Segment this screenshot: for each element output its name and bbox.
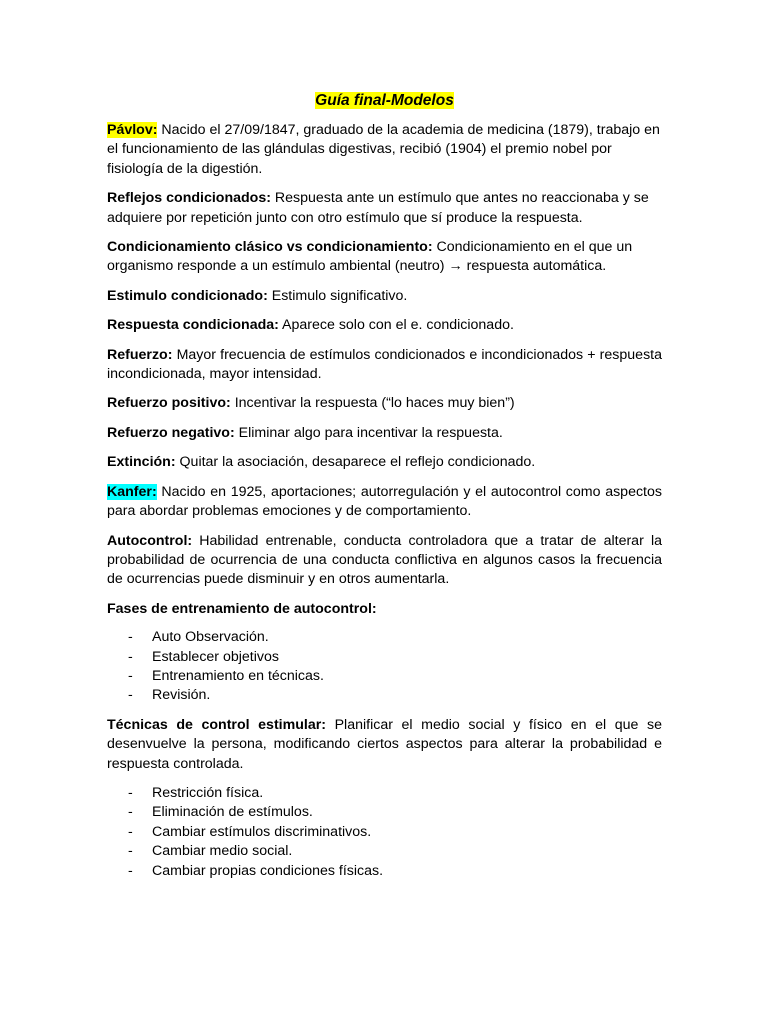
refuerzo-positivo-term: Refuerzo positivo: xyxy=(107,395,231,412)
list-item-text: Revisión. xyxy=(152,687,211,704)
list-item xyxy=(128,667,662,686)
autocontrol-term: Autocontrol: xyxy=(107,532,193,549)
fases-list xyxy=(107,628,662,706)
condicionamiento-text-end: respuesta automática. xyxy=(462,258,607,275)
dash-bullet: - xyxy=(128,687,133,704)
pavlov-text: Nacido el 27/09/1847, graduado de la academia de medicina (1879), trabajo en el funcionamiento de las glándulas digestivas, recibió (1904) el premio nobel por fisiología de la digestión. xyxy=(107,122,660,177)
refuerzo-positivo-paragraph xyxy=(107,394,662,413)
respuesta-term: Respuesta condicionada: xyxy=(107,317,279,334)
arrow-right-icon: → xyxy=(448,258,463,275)
tecnicas-text: Planificar el medio social y físico en el que se desenvuelve la persona, modificando ciertos aspectos para alterar la probabilidad e respuesta controlada. xyxy=(107,716,662,772)
reflejos-paragraph xyxy=(107,189,662,228)
extincion-paragraph xyxy=(107,453,662,472)
fases-heading xyxy=(107,600,662,619)
extincion-text: Quitar la asociación, desaparece el reflejo condicionado. xyxy=(175,454,536,471)
fases-term: Fases de entrenamiento de autocontrol: xyxy=(107,600,377,617)
refuerzo-term: Refuerzo: xyxy=(107,346,173,363)
dash-bullet: - xyxy=(128,843,133,860)
list-item-text: Auto Observación. xyxy=(152,629,269,646)
list-item-text: Cambiar propias condiciones físicas. xyxy=(152,862,384,879)
tecnicas-paragraph xyxy=(107,716,662,774)
condicionamiento-paragraph xyxy=(107,238,662,277)
list-item xyxy=(128,686,662,705)
reflejos-term: Reflejos condicionados: xyxy=(107,190,271,207)
refuerzo-negativo-term: Refuerzo negativo: xyxy=(107,424,235,441)
dash-bullet: - xyxy=(128,629,133,646)
estimulo-paragraph xyxy=(107,287,662,306)
document-title xyxy=(107,91,662,111)
dash-bullet: - xyxy=(128,862,133,879)
kanfer-text: Nacido en 1925, aportaciones; autorregulación y el autocontrol como aspectos para abordar problemas emociones y de comportamiento. xyxy=(107,483,662,520)
dash-bullet: - xyxy=(128,804,133,821)
dash-bullet: - xyxy=(128,667,133,684)
refuerzo-negativo-text: Eliminar algo para incentivar la respuesta. xyxy=(234,424,503,441)
refuerzo-paragraph xyxy=(107,346,662,385)
pavlov-paragraph xyxy=(107,121,662,179)
list-item xyxy=(128,648,662,667)
refuerzo-text: Mayor frecuencia de estímulos condicionados e incondicionados + respuesta incondicionada, mayor intensidad. xyxy=(107,346,662,383)
list-item-text: Cambiar estímulos discriminativos. xyxy=(152,823,372,840)
autocontrol-text: Habilidad entrenable, conducta controladora que a tratar de alterar la probabilidad de ocurrencia de una conducta conflictiva en algunos casos la frecuencia de ocurrencias puede disminuir y en otros aumentarla. xyxy=(107,532,662,588)
list-item-text: Eliminación de estímulos. xyxy=(152,804,313,821)
reflejos-text: Respuesta ante un estímulo que antes no reaccionaba y se adquiere por repetición junto con otro estímulo que sí produce la respuesta. xyxy=(107,190,649,226)
condicionamiento-term: Condicionamiento clásico vs condicionamiento: xyxy=(107,239,433,256)
dash-bullet: - xyxy=(128,648,133,665)
refuerzo-negativo-paragraph xyxy=(107,424,662,443)
list-item-text: Entrenamiento en técnicas. xyxy=(152,667,324,684)
document-page xyxy=(107,91,662,891)
tecnicas-term: Técnicas de control estimular: xyxy=(107,716,326,733)
dash-bullet: - xyxy=(128,823,133,840)
estimulo-term: Estimulo condicionado: xyxy=(107,287,268,304)
list-item-text: Establecer objetivos xyxy=(152,648,279,665)
estimulo-text: Estimulo significativo. xyxy=(267,287,408,304)
autocontrol-paragraph xyxy=(107,532,662,590)
list-item xyxy=(128,823,662,842)
respuesta-paragraph xyxy=(107,316,662,335)
list-item xyxy=(128,842,662,861)
extincion-term: Extinción: xyxy=(107,454,176,471)
respuesta-text: Aparece solo con el e. condicionado. xyxy=(278,317,514,334)
list-item-text: Cambiar medio social. xyxy=(152,843,293,860)
list-item xyxy=(128,784,662,803)
condicionamiento-text: Condicionamiento en el que un organismo responde a un estímulo ambiental (neutro) xyxy=(107,239,633,275)
list-item xyxy=(128,628,662,647)
kanfer-term: Kanfer: xyxy=(107,483,157,500)
refuerzo-positivo-text: Incentivar la respuesta (“lo haces muy bien”) xyxy=(230,395,515,412)
kanfer-paragraph xyxy=(107,483,662,522)
dash-bullet: - xyxy=(128,784,133,801)
title-highlight: Guía final-Modelos xyxy=(315,92,454,109)
list-item xyxy=(128,862,662,881)
tecnicas-list xyxy=(107,784,662,881)
pavlov-term: Pávlov: xyxy=(107,122,158,138)
list-item-text: Restricción física. xyxy=(152,784,264,801)
list-item xyxy=(128,803,662,822)
